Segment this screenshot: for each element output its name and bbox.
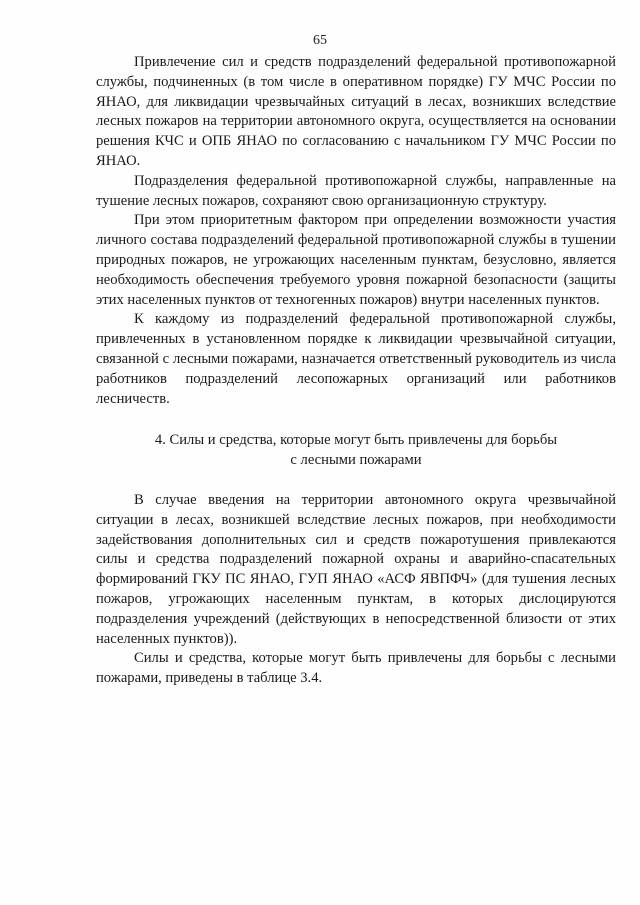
paragraph: Силы и средства, которые могут быть привлечены для борьбы с лесными пожарами, приведены в таблице 3.4. — [96, 650, 616, 687]
paragraph: В случае введения на территории автономного округа чрезвычайной ситуации в лесах, возникшей вследствие лесных пожаров, при необходимости задействования дополнительных сил и средств пожаротушения привлекаются силы и средства подразделений пожарной охраны и аварийно-спасательных формирований ГКУ ПС ЯНАО, ГУП ЯНАО «АСФ ЯВПФЧ» (для тушения лесных пожаров, угрожающих населенным пунктам, в которых дислоцируются подразделения учреждений (действующих в непосредственной близости от этих населенных пунктов)). — [96, 491, 616, 647]
paragraph: К каждому из подразделений федеральной противопожарной службы, привлеченных в установленном порядке к ликвидации чрезвычайной ситуации, связанной с лесными пожарами, назначается ответственный руководитель из числа работников подразделений лесопожарных организаций или работников лесничеств. — [96, 311, 616, 407]
section-heading — [96, 431, 616, 471]
document-body — [96, 53, 616, 689]
page-number: 65 — [313, 33, 327, 48]
section-heading-line-1: 4. Силы и средства, которые могут быть привлечены для борьбы — [154, 432, 558, 449]
paragraph: Подразделения федеральной противопожарной службы, направленные на тушение лесных пожаров, сохраняют свою организационную структуру. — [96, 172, 616, 209]
paragraph: При этом приоритетным фактором при определении возможности участия личного состава подразделений федеральной противопожарной службы в тушении природных пожаров, не угрожающих населенным пунктам, безусловно, является необходимость обеспечения требуемого уровня пожарной безопасности (защиты этих населенных пунктов от техногенных пожаров) внутри населенных пунктов. — [96, 212, 616, 308]
paragraph: Привлечение сил и средств подразделений федеральной противопожарной службы, подчиненных (в том числе в оперативном порядке) ГУ МЧС России по ЯНАО, для ликвидации чрезвычайных ситуаций в лесах, возникших вследствие лесных пожаров на территории автономного округа, осуществляется на основании решения КЧС и ОПБ ЯНАО по согласованию с начальником ГУ МЧС России по ЯНАО. — [96, 54, 616, 169]
section-heading-line-2: с лесными пожарами — [290, 452, 422, 469]
